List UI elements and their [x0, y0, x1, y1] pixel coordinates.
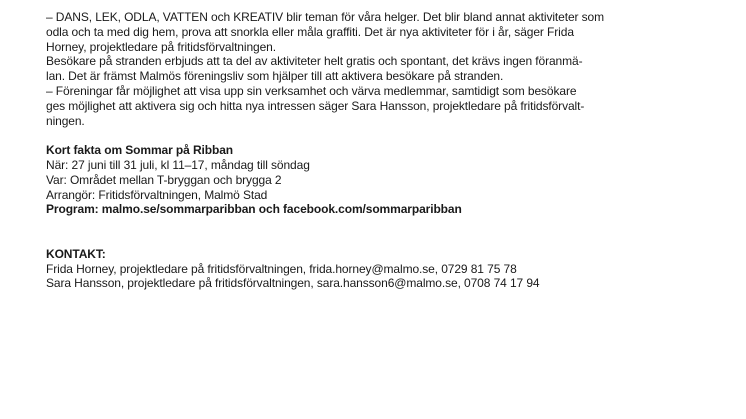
facts-organizer: Arrangör: Fritidsförvaltningen, Malmö Stad: [46, 187, 268, 202]
intro-paragraph: [46, 10, 706, 128]
facts-where: Var: Området mellan T-bryggan och brygga 2: [46, 172, 282, 187]
body-line: lan. Det är främst Malmös föreningsliv som hjälper till att aktivera besökare på stranden.: [46, 69, 504, 84]
body-line: Horney, projektledare på fritidsförvaltningen.: [46, 39, 276, 54]
body-line: ningen.: [46, 113, 85, 128]
body-line: – Föreningar får möjlighet att visa upp sin verksamhet och värva medlemmar, samtidigt som besökare: [46, 83, 577, 98]
contact-section: [46, 247, 706, 291]
facts-heading: Kort fakta om Sommar på Ribban: [46, 143, 234, 158]
contact-person: Frida Horney, projektledare på fritidsförvaltningen, frida.horney@malmo.se, 0729 81 75 78: [46, 261, 517, 276]
contact-person: Sara Hansson, projektledare på fritidsförvaltningen, sara.hansson6@malmo.se, 0708 74 17 94: [46, 276, 540, 291]
document-body: [46, 10, 706, 291]
body-line: – DANS, LEK, ODLA, VATTEN och KREATIV blir teman för våra helger. Det blir bland annat aktiviteter som: [46, 10, 605, 24]
body-line: ges möjlighet att aktivera sig och hitta nya intressen säger Sara Hansson, projektledare på fritidsförvalt-: [46, 98, 585, 113]
body-line: odla och ta med dig hem, prova att snorkla eller måla graffiti. Det är nya aktiviteter för i år, säger Frida: [46, 24, 574, 39]
facts-section: [46, 143, 706, 217]
facts-when: När: 27 juni till 31 juli, kl 11–17, måndag till söndag: [46, 157, 310, 172]
contact-heading: KONTAKT:: [46, 246, 106, 261]
spacer: [46, 217, 706, 247]
spacer: [46, 128, 706, 143]
body-line: Besökare på stranden erbjuds att ta del av aktiviteter helt gratis och spontant, det krävs ingen föranmä-: [46, 54, 583, 69]
facts-program-link[interactable]: Program: malmo.se/sommarparibban och facebook.com/sommarparibban: [46, 202, 462, 217]
